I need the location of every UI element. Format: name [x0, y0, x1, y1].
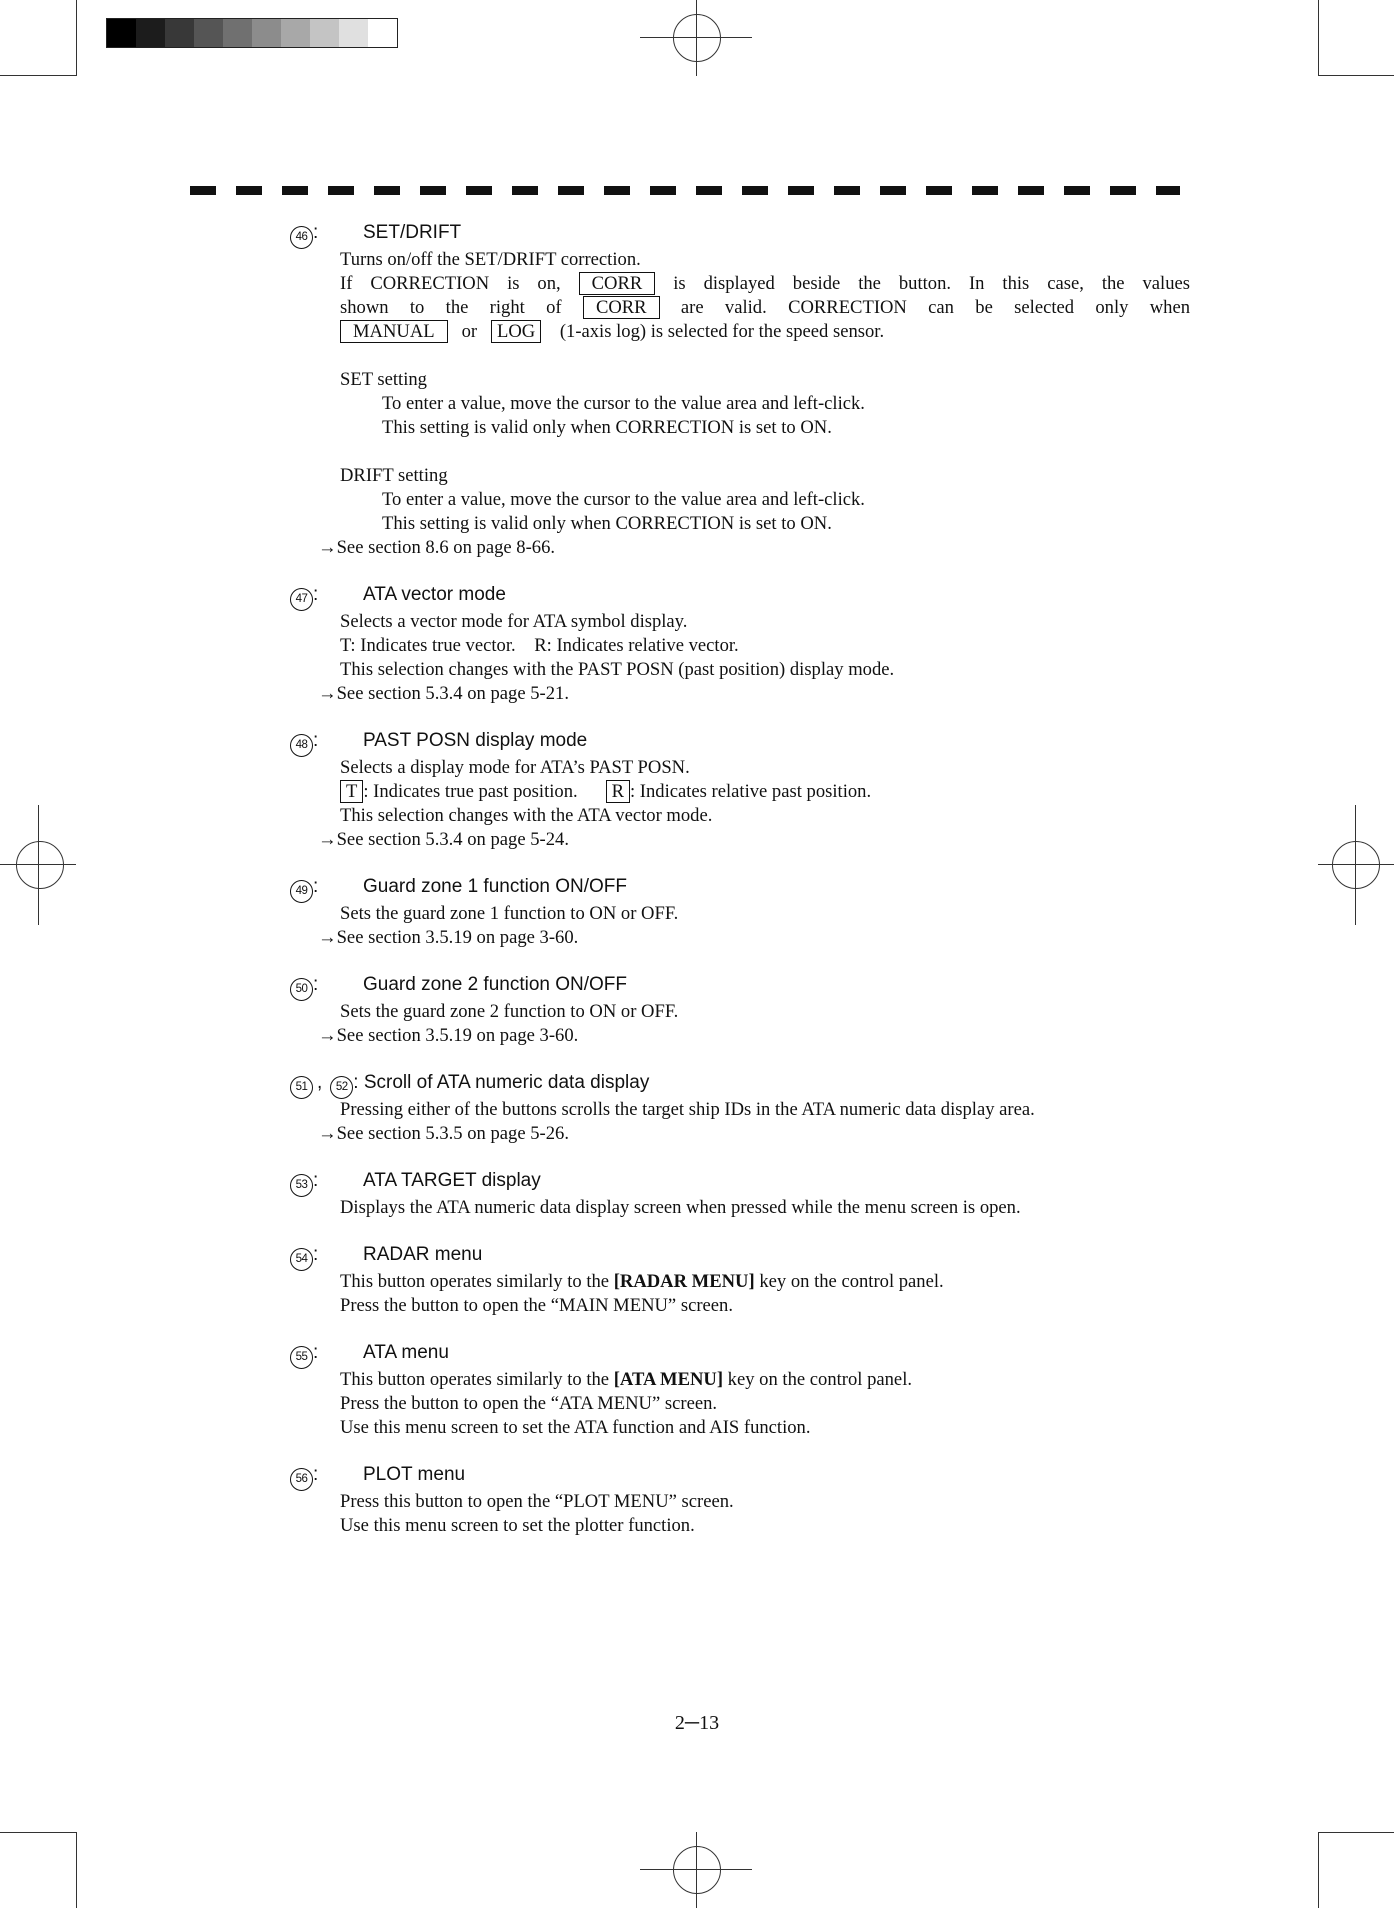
cross-reference: →See section 5.3.4 on page 5-21. — [318, 683, 569, 704]
item-title: PAST POSN display mode — [363, 730, 588, 751]
item-number-48: 48 — [290, 734, 313, 757]
cross-reference: →See section 3.5.19 on page 3-60. — [318, 927, 579, 948]
item-title: ATA menu — [363, 1342, 449, 1363]
item-title: : Scroll of ATA numeric data display — [353, 1072, 650, 1093]
color-calibration-bar — [106, 18, 398, 48]
corr-line-2: shown to the right of CORR are valid. CORRECTION can be selected only when — [340, 297, 1191, 318]
item-title: PLOT menu — [363, 1464, 466, 1485]
radar-menu-key: [RADAR MENU] — [613, 1271, 755, 1292]
item-number-54: 54 — [290, 1248, 313, 1271]
item-56-plot-menu: 56 : PLOT menu Press this button to open the “PLOT MENU” screen. Use this menu screen to set the plotter function. — [290, 1464, 1190, 1538]
item-number-46: 46 — [290, 226, 313, 249]
item-54-radar-menu: 54 : RADAR menu This button operates similarly to the [RADAR MENU] key on the control panel. Press the button to open the “MAIN MENU” screen. — [290, 1244, 1190, 1318]
item-50-guard-zone-2: 50 : Guard zone 2 function ON/OFF Sets the guard zone 2 function to ON or OFF. →See section 3.5.19 on page 3-60. — [290, 974, 1190, 1048]
item-number-55: 55 — [290, 1346, 313, 1369]
cross-reference: →See section 8.6 on page 8-66. — [318, 537, 556, 558]
item-48-past-posn: 48 : PAST POSN display mode Selects a display mode for ATA’s PAST POSN. T : Indicates true past position. R : Indicates relative past position. This selection changes with the ATA vector mode. →See section 5.3.4 on page 5-24. — [290, 730, 1190, 852]
page-number: 2─13 — [674, 1712, 720, 1734]
item-number-49: 49 — [290, 880, 313, 903]
item-number-50: 50 — [290, 978, 313, 1001]
cross-reference: →See section 5.3.4 on page 5-24. — [318, 829, 569, 850]
set-setting-heading: SET setting — [340, 369, 427, 390]
item-53-ata-target: 53 : ATA TARGET display Displays the ATA numeric data display screen when pressed while the menu screen is open. — [290, 1170, 1190, 1220]
item-title: Guard zone 2 function ON/OFF — [363, 974, 628, 995]
header-dash-rule — [190, 186, 1180, 195]
item-number-52: 52 — [330, 1076, 353, 1099]
item-46-set-drift: 46 : SET/DRIFT Turns on/off the SET/DRIFT correction. If CORRECTION is on, CORR is displayed beside the button. In this case, the values shown to the right of CORR are valid. CORRECTION can be selected only when MANUAL or LOG (1-axis log) is selected for the speed sensor. SET setting To enter a value, move the cursor to the value area and left-click. This setting is valid only when CORRECTION is set to ON. DRIFT setting To enter a value, move the cursor to the value area and left-click. This setting is valid only when CORRECTION is set to ON. →See section 8.6 on page 8-66. — [290, 222, 1190, 560]
item-47-ata-vector-mode: 47 : ATA vector mode Selects a vector mode for ATA symbol display. T: Indicates true vector. R: Indicates relative vector. This selection changes with the PAST POSN (past position) display mode. →See section 5.3.4 on page 5-21. — [290, 584, 1190, 706]
item-title: ATA TARGET display — [363, 1170, 541, 1191]
cross-reference: →See section 5.3.5 on page 5-26. — [318, 1123, 569, 1144]
item-number-53: 53 — [290, 1174, 313, 1197]
item-number-56: 56 — [290, 1468, 313, 1491]
log-key-label: LOG — [491, 320, 541, 343]
drift-setting-heading: DRIFT setting — [340, 465, 448, 486]
item-51-52-scroll: 51 , 52 : Scroll of ATA numeric data display Pressing either of the buttons scrolls the target ship IDs in the ATA numeric data display area. →See section 5.3.5 on page 5-26. — [290, 1072, 1190, 1146]
page-content — [290, 222, 1190, 1562]
item-title: RADAR menu — [363, 1244, 483, 1265]
corr-key-label: CORR — [579, 272, 656, 295]
corr-line-3: MANUAL or LOG (1-axis log) is selected for the speed sensor. — [340, 320, 1190, 344]
item-49-guard-zone-1: 49 : Guard zone 1 function ON/OFF Sets the guard zone 1 function to ON or OFF. →See section 3.5.19 on page 3-60. — [290, 876, 1190, 950]
item-number-51: 51 — [290, 1076, 313, 1099]
t-key-label: T — [340, 780, 363, 803]
manual-key-label: MANUAL — [340, 320, 448, 343]
r-key-label: R — [606, 780, 630, 803]
item-title: SET/DRIFT — [363, 222, 462, 243]
cross-reference: →See section 3.5.19 on page 3-60. — [318, 1025, 579, 1046]
corr-line-1: If CORRECTION is on, CORR is displayed beside the button. In this case, the values — [340, 273, 1190, 294]
ata-menu-key: [ATA MENU] — [613, 1369, 724, 1390]
item-number-47: 47 — [290, 588, 313, 611]
corr-key-label: CORR — [583, 296, 660, 319]
item-55-ata-menu: 55 : ATA menu This button operates similarly to the [ATA MENU] key on the control panel. Press the button to open the “ATA MENU” screen. Use this menu screen to set the ATA function and AIS function. — [290, 1342, 1190, 1440]
item-title: Guard zone 1 function ON/OFF — [363, 876, 628, 897]
item-title: ATA vector mode — [363, 584, 506, 605]
